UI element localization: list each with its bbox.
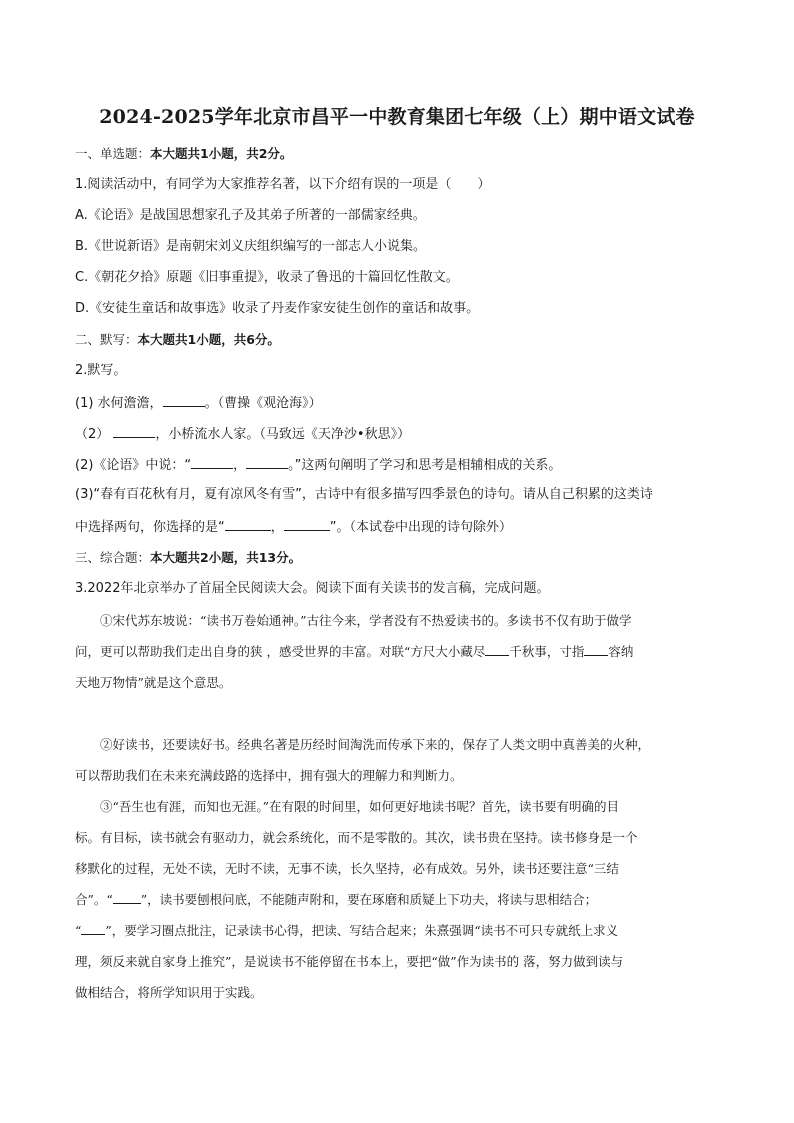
passage-text: ”，读书要刨根问底，不能随声附和，要在琢磨和质疑上下功夫，将读与思相结合； (140, 892, 598, 907)
passage-line: 做相结合，将所学知识用于实践。 (75, 985, 263, 1000)
exam-title: 2024-2025学年北京市昌平一中教育集团七年级（上）期中语文试卷 (99, 106, 695, 128)
passage-line: 移默化的过程，无处不读，无时不读，无事不读，长久坚持，必有成效。另外，读书还要注意“三结 (75, 861, 619, 876)
q2-line-1-text-b: 。（曹操《观沧海》） (204, 396, 322, 411)
section-1-head: 一、单选题： (75, 146, 151, 161)
section-3-header (75, 548, 301, 568)
section-2-header (75, 330, 280, 350)
q2-line-4: (3)“春有百花秋有月，夏有凉风冬有雪”，古诗中有很多描写四季景色的诗句。请从自己积累的这类诗 (75, 487, 653, 502)
passage-paragraph-1 (75, 605, 715, 698)
passage-line: ①宋代苏东坡说：“读书万卷始通神。”古往今来，学者没有不热爱读书的。多读书不仅有助于做学 (75, 613, 632, 628)
answer-blank[interactable] (81, 920, 105, 935)
q2-line-5-text-a: 中选择两句，你选择的是“ (75, 520, 225, 535)
q1-option-b: B.《世说新语》是南朝宋刘义庆组织编写的一部志人小说集。 (75, 239, 427, 254)
section-2-desc: 本大题共1小题，共6分。 (137, 332, 280, 347)
q1-stem: 1.阅读活动中，有同学为大家推荐名著，以下介绍有误的一项是（ ） (75, 177, 491, 192)
section-3-desc: 本大题共2小题，共13分。 (150, 550, 302, 565)
q2-line-5-text-c: ”。（本试卷中出现的诗句除外） (329, 520, 513, 535)
section-2-head: 二、默写： (75, 332, 138, 347)
passage-paragraph-2 (75, 729, 715, 791)
q2-line-3-text-a: (2)《论语》中说：“ (75, 458, 192, 473)
q1-option-d: D.《安徒生童话和故事选》收录了丹麦作家安徒生创作的童话和故事。 (75, 301, 480, 316)
answer-blank[interactable] (485, 641, 509, 656)
passage-text: 容纳 (608, 644, 634, 659)
q2-line-5 (75, 516, 512, 538)
passage-line: 可以帮助我们在未来充满歧路的选择中，拥有强大的理解力和判断力。 (75, 768, 463, 783)
answer-blank[interactable] (113, 423, 155, 438)
q2-line-3-text-b: ， (233, 458, 247, 473)
section-3-head: 三、综合题： (75, 550, 151, 565)
section-1-desc: 本大题共1小题，共2分。 (150, 146, 293, 161)
passage-line: ③“吾生也有涯，而知也无涯。”在有限的时间里，如何更好地读书呢？首先，读书要有明确的目 (75, 799, 620, 814)
passage-line: ②好读书，还要读好书。经典名著是历经时间淘洗而传承下来的，保存了人类文明中真善美的火种， (75, 737, 651, 752)
answer-blank[interactable] (284, 516, 330, 531)
section-1-header (75, 144, 292, 164)
q2-line-1 (75, 392, 322, 414)
q2-line-2-text-b: ，小桥流水人家。（马致远《天净沙•秋思》） (155, 427, 411, 442)
q3-stem: 3.2022年北京举办了首届全民阅读大会。阅读下面有关读书的发言稿，完成问题。 (75, 581, 550, 596)
q2-line-3-text-c: 。”这两句阐明了学习和思考是相辅相成的关系。 (288, 458, 562, 473)
passage-text: 合”。“ (75, 892, 113, 907)
passage-text: ”，要学习圈点批注，记录读书心得，把读、写结合起来；朱熹强调“读书不可只专就纸上求义 (105, 923, 619, 938)
passage-text: 千秋事，寸指 (509, 644, 585, 659)
q2-line-1-text-a: (1) 水何澹澹， (75, 396, 163, 411)
q2-stem: 2.默写。 (75, 363, 127, 378)
answer-blank[interactable] (584, 641, 608, 656)
answer-blank[interactable] (225, 516, 271, 531)
answer-blank[interactable] (113, 889, 141, 904)
passage-text: “ (75, 923, 82, 938)
q1-option-a: A.《论语》是战国思想家孔子及其弟子所著的一部儒家经典。 (75, 208, 426, 223)
passage-line (75, 884, 715, 915)
passage-line: 天地万物情”就是这个意思。 (75, 675, 232, 690)
passage-line: 理，须反来就自家身上推究”，是说读书不能停留在书本上，要把“做”作为读书的 落，努力做到读与 (75, 954, 624, 969)
passage-text: 问，更可以帮助我们走出自身的狭 ，感受世界的丰富。对联“方尺大小藏尽 (75, 644, 486, 659)
answer-blank[interactable] (246, 454, 288, 469)
passage-paragraph-3 (75, 791, 715, 1008)
passage-line (75, 915, 715, 946)
q2-line-2-text-a: （2） (75, 427, 110, 442)
q1-option-c: C.《朝花夕拾》原题《旧事重提》，收录了鲁迅的十篇回忆性散文。 (75, 270, 459, 285)
passage-line: 标。有目标，读书就会有驱动力，就会系统化，而不是零散的。其次，读书贵在坚持。读书修身是一个 (75, 830, 638, 845)
q2-line-2 (75, 423, 410, 445)
passage-line (75, 636, 715, 667)
q2-line-5-text-b: ， (270, 520, 284, 535)
q2-line-3 (75, 454, 561, 476)
answer-blank[interactable] (163, 392, 205, 407)
answer-blank[interactable] (191, 454, 233, 469)
